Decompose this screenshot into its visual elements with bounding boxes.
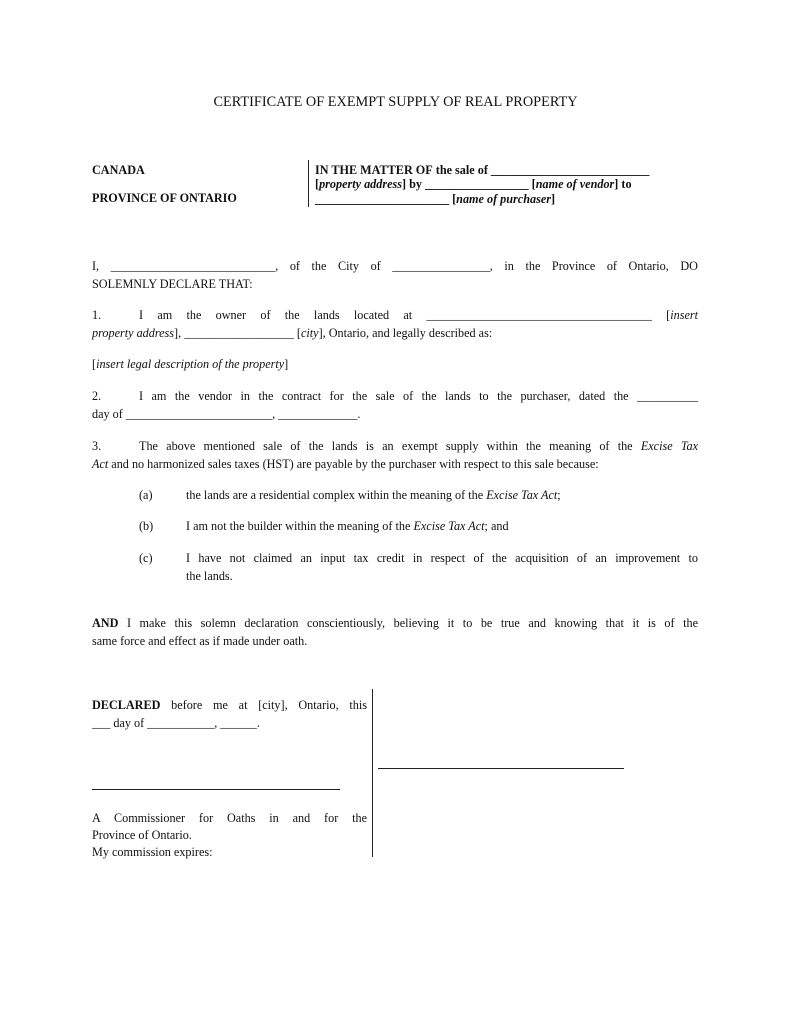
commissioner-line-1: A Commissioner for Oaths in and for the: [92, 811, 367, 825]
document-title: CERTIFICATE OF EXEMPT SUPPLY OF REAL PROPERTY: [213, 94, 578, 110]
declarant-signature-line: [378, 768, 624, 769]
ld-open: [: [92, 357, 97, 371]
placeholder-property-address-2: property address: [92, 326, 175, 340]
item-a-tail: ;: [557, 488, 561, 502]
item-c-line-2: the lands.: [186, 569, 233, 583]
closing-text: I make this solemn declaration conscientiously, believing it to be true and knowing that it is of the: [126, 616, 699, 630]
para-1-text: I am the owner of the lands located at _____________________________________ [: [139, 308, 671, 322]
placeholder-legal-description: insert legal description of the property: [96, 357, 285, 371]
signature-divider: [372, 689, 373, 857]
para-3-number: 3.: [92, 439, 102, 453]
heading-divider: [308, 160, 309, 207]
declared-line-2: ___ day of ___________, ______.: [92, 716, 260, 730]
act-ref: Act: [92, 457, 109, 471]
item-b-body: I am not the builder within the meaning of the: [186, 519, 414, 533]
declared-line-1: [92, 696, 367, 714]
legal-described: ], Ontario, and legally described as:: [318, 326, 493, 340]
item-b-tail: ; and: [484, 519, 509, 533]
commissioner-signature-line: [92, 789, 340, 790]
para-3-text-2: and no harmonized sales taxes (HST) are payable by the purchaser with respect to this sale because:: [111, 457, 599, 471]
placeholder-city: city: [301, 326, 319, 340]
matter-sale-of: the sale of __________________________: [435, 163, 650, 177]
para-1-number: 1.: [92, 308, 102, 322]
matter-line-3: [315, 190, 555, 208]
item-a-label: (a): [139, 488, 153, 502]
jurisdiction-province: PROVINCE OF ONTARIO: [92, 191, 237, 205]
ld-close: ]: [284, 357, 289, 371]
para-3-text: The above mentioned sale of the lands is an exempt supply within the meaning of the: [139, 439, 633, 453]
legal-description: [92, 355, 288, 373]
intro-line-1: I, ___________________________, of the City of ________________, in the Province of Ontario, DO: [92, 259, 698, 273]
bracket-close: ]: [550, 192, 556, 206]
para-3-line-2: [92, 455, 599, 473]
matter-label: IN THE MATTER OF: [315, 163, 433, 177]
para-3-line-1: [139, 437, 698, 455]
item-a-text: [186, 486, 561, 504]
jurisdiction-canada: CANADA: [92, 163, 145, 177]
intro-line-2: SOLEMNLY DECLARE THAT:: [92, 277, 253, 291]
city-blank: ], __________________ [: [174, 326, 301, 340]
item-a-act: Excise Tax Act: [486, 488, 558, 502]
matter-by: ] by _________________ [: [402, 177, 536, 191]
para-1-line-2: [92, 324, 492, 342]
placeholder-purchaser: name of purchaser: [456, 192, 551, 206]
item-a-body: the lands are a residential complex within the meaning of the: [186, 488, 487, 502]
item-b-text: [186, 517, 509, 535]
closing-and: AND: [92, 616, 119, 630]
closing-line-2: same force and effect as if made under oath.: [92, 634, 308, 648]
excise-tax-ref: Excise Tax: [640, 439, 699, 453]
bracket-open: [: [315, 177, 320, 191]
purchaser-blank: ______________________ [: [315, 192, 457, 206]
para-2-line-1: I am the vendor in the contract for the sale of the lands to the purchaser, dated the __________: [139, 389, 698, 403]
placeholder-property-address: property address: [319, 177, 403, 191]
closing-line-1: [92, 614, 698, 632]
para-2-number: 2.: [92, 389, 102, 403]
placeholder-vendor: name of vendor: [535, 177, 615, 191]
declared-text: before me at [city], Ontario, this: [171, 698, 367, 712]
matter-to: ] to: [614, 177, 632, 191]
declared-label: DECLARED: [92, 698, 161, 712]
para-2-line-2: day of ________________________, _____________.: [92, 407, 361, 421]
item-b-act: Excise Tax Act: [413, 519, 485, 533]
item-c-label: (c): [139, 551, 153, 565]
item-c-line-1: I have not claimed an input tax credit in respect of the acquisition of an improvement to: [186, 551, 698, 565]
placeholder-insert: insert: [670, 308, 698, 322]
commissioner-line-3: My commission expires:: [92, 845, 213, 859]
commissioner-line-2: Province of Ontario.: [92, 828, 192, 842]
item-b-label: (b): [139, 519, 154, 533]
para-1-line-1: [139, 306, 698, 324]
